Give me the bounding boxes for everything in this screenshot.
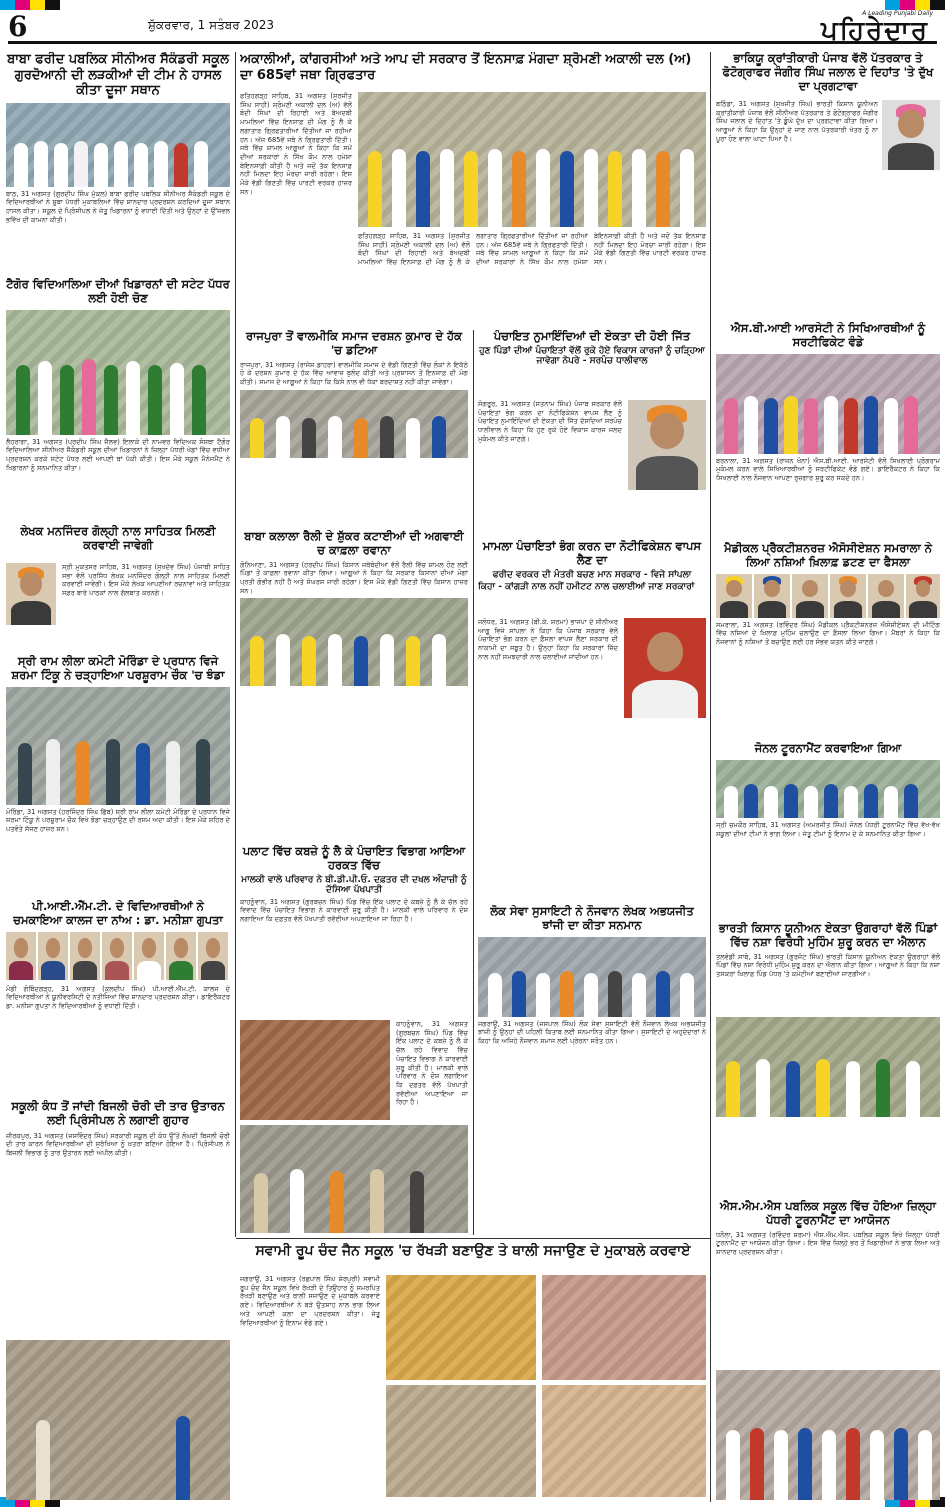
registration-marks-top-right xyxy=(885,0,945,10)
tournament-photo xyxy=(716,760,940,818)
story-body: ਜ਼ੀਰਕਪੁਰ, 31 ਅਗਸਤ (ਜਸਵਿੰਦਰ ਸਿੰਘ) ਸਰਕਾਰੀ ਸਕੂਲ ਦੀ ਕੰਧ ਉੱਤੋਂ ਲੰਘਦੀ ਬਿਜਲੀ ਚੋਰੀ ਦੀ ਤਾਰ ਕਾਰਨ ਵਿਦਿਆਰਥੀਆਂ ਦੀ ਸੁਰੱਖਿਆ ਨੂੰ ਖ਼ਤਰਾ ਬਣਿਆ ਹੋਇਆ ਹੈ। ਪ੍ਰਿੰਸੀਪਲ ਨੇ ਬਿਜਲੀ ਵਿਭਾਗ ਨੂੰ ਤਾਰ ਉਤਾਰਨ ਲਈ ਅਪੀਲ ਕੀਤੀ। xyxy=(6,1131,230,1157)
story-body: ਲੈਹਰਾਗਾ, 31 ਅਗਸਤ (ਪ੍ਰਦੀਪ ਸਿੰਘ ਜੈਲਵ) ਇਲਾਕੇ ਦੀ ਨਾਮਵਰ ਵਿਦਿਅਕ ਸੰਸਥਾ ਟੈਗੋਰ ਵਿਦਿਆਲਿਆ ਸੀਨੀਅਰ ਸੈਕੰਡਰੀ ਸਕੂਲ ਦੀਆਂ ਖਿਡਾਰਨਾਂ ਨੇ ਜ਼ਿਲ੍ਹਾ ਪੱਧਰੀ ਖੇਡਾਂ ਵਿੱਚ ਵਧੀਆ ਪ੍ਰਦਰਸ਼ਨ ਕਰਕੇ ਸਟੇਟ ਪੱਧਰ ਲਈ ਆਪਣੀ ਥਾਂ ਪੱਕੀ ਕੀਤੀ। ਇਸ ਮੌਕੇ ਸਕੂਲ ਮੈਨੇਜਮੈਂਟ ਨੇ ਖਿਡਾਰਨਾਂ ਨੂੰ ਸਨਮਾਨਿਤ ਕੀਤਾ। xyxy=(6,437,230,472)
girl-with-rakhi-photo xyxy=(542,1385,706,1497)
story-headline: ਭਾਕਿਯੂ ਕ੍ਰਾਂਤੀਕਾਰੀ ਪੰਜਾਬ ਵੱਲੋਂ ਪੱਤਰਕਾਰ ਤੇ ਫੋਟੋਗ੍ਰਾਫਰ ਜੰਗੀਰ ਸਿੰਘ ਜਲਾਲ ਦੇ ਦਿਹਾਂਤ 'ਤੇ ਦੁੱਖ ਦਾ ਪ੍ਰਗਟਾਵਾ xyxy=(722,52,934,93)
story-body-continued: ਕਾਹਨੂੰਵਾਨ, 31 ਅਗਸਤ (ਗੁਰਬਚਨ ਸਿੰਘ) ਪਿੰਡ ਵਿੱਚ ਇੱਕ ਪਲਾਟ ਦੇ ਕਬਜ਼ੇ ਨੂੰ ਲੈ ਕੇ ਚੱਲ ਰਹੇ ਵਿਵਾਦ ਵਿੱਚ ਪੰਚਾਇਤ ਵਿਭਾਗ ਨੇ ਕਾਰਵਾਈ ਸ਼ੁਰੂ ਕੀਤੀ ਹੈ। ਮਾਲਕੀ ਵਾਲੇ ਪਰਿਵਾਰ ਨੇ ਦੋਸ਼ ਲਗਾਇਆ ਕਿ ਦਫ਼ਤਰ ਵੱਲੋਂ ਪੱਖਪਾਤੀ ਰਵੱਈਆ ਅਪਣਾਇਆ ਜਾ ਰਿਹਾ ਹੈ। xyxy=(396,1020,468,1107)
story-headline: ਜੋਨਲ ਟੂਰਨਾਮੈਂਟ ਕਰਵਾਇਆ ਗਿਆ xyxy=(754,742,902,755)
story-body: ਮੋਰਿੰਡਾ, 31 ਅਗਸਤ (ਹਰਜਿੰਦਰ ਸਿੰਘ ਛਿੱਬ) ਸ੍ਰੀ ਰਾਮ ਲੀਲਾ ਕਮੇਟੀ ਮੋਰਿੰਡਾ ਦੇ ਪ੍ਰਧਾਨ ਵਿਜੇ ਸ਼ਰਮਾ ਟਿੰਕੂ ਨੇ ਪਰਸ਼ੂਰਾਮ ਚੌਕ ਵਿਖੇ ਝੰਡਾ ਚੜ੍ਹਾਉਣ ਦੀ ਰਸਮ ਅਦਾ ਕੀਤੀ। ਇਸ ਮੌਕੇ ਸ਼ਹਿਰ ਦੇ ਪਤਵੰਤੇ ਸੱਜਣ ਹਾਜ਼ਰ ਸਨ। xyxy=(6,807,230,833)
story-bkp xyxy=(716,52,940,322)
story-headline: ਟੈਗੋਰ ਵਿਦਿਆਲਿਆ ਦੀਆਂ ਖਿਡਾਰਨਾਂ ਦੀ ਸਟੇਟ ਪੱਧਰ ਲਈ ਹੋਈ ਚੋਣ xyxy=(6,278,230,305)
registration-marks-top-left xyxy=(0,0,60,10)
story-body: ਕਾਹਨੂੰਵਾਨ, 31 ਅਗਸਤ (ਗੁਰਬਚਨ ਸਿੰਘ) ਪਿੰਡ ਵਿੱਚ ਇੱਕ ਪਲਾਟ ਦੇ ਕਬਜ਼ੇ ਨੂੰ ਲੈ ਕੇ ਚੱਲ ਰਹੇ ਵਿਵਾਦ ਵਿੱਚ ਪੰਚਾਇਤ ਵਿਭਾਗ ਨੇ ਕਾਰਵਾਈ ਸ਼ੁਰੂ ਕੀਤੀ ਹੈ। ਮਾਲਕੀ ਵਾਲੇ ਪਰਿਵਾਰ ਨੇ ਦੋਸ਼ ਲਗਾਇਆ ਕਿ ਦਫ਼ਤਰ ਵੱਲੋਂ ਪੱਖਪਾਤੀ ਰਵੱਈਆ ਅਪਣਾਇਆ ਜਾ ਰਿਹਾ ਹੈ। xyxy=(240,897,468,923)
story-body: ਜਗਰਾਉਂ, 31 ਅਗਸਤ (ਜਸਪਾਲ ਸਿੰਘ) ਲੋਕ ਸੇਵਾ ਸੁਸਾਇਟੀ ਵੱਲੋਂ ਨੌਜਵਾਨ ਲੇਖਕ ਅਭਯਜੀਤ ਝਾਂਜੀ ਨੂੰ ਉਨ੍ਹਾਂ ਦੀ ਪਹਿਲੀ ਕਿਤਾਬ ਲਈ ਸਨਮਾਨਿਤ ਕੀਤਾ ਗਿਆ। ਸੁਸਾਇਟੀ ਦੇ ਅਹੁਦੇਦਾਰਾਂ ਨੇ ਕਿਹਾ ਕਿ ਅਜਿਹੇ ਨੌਜਵਾਨ ਸਮਾਜ ਲਈ ਪ੍ਰੇਰਨਾ ਸਰੋਤ ਹਨ। xyxy=(478,1019,706,1045)
story-body: ਰਾਜਪੁਰਾ, 31 ਅਗਸਤ (ਰਾਜੇਸ਼ ਡਾਹਰਾ) ਵਾਲਮੀਕਿ ਸਮਾਜ ਦੇ ਵੱਡੀ ਗਿਣਤੀ ਵਿੱਚ ਲੋਕਾਂ ਨੇ ਇਕੱਠੇ ਹੋ ਕੇ ਦਰਸ਼ਨ ਕੁਮਾਰ ਦੇ ਹੱਕ ਵਿੱਚ ਆਵਾਜ਼ ਬੁਲੰਦ ਕੀਤੀ ਅਤੇ ਪ੍ਰਸ਼ਾਸਨ ਤੋਂ ਇਨਸਾਫ਼ ਦੀ ਮੰਗ ਕੀਤੀ। ਸਮਾਜ ਦੇ ਆਗੂਆਂ ਨੇ ਕਿਹਾ ਕਿ ਕਿਸੇ ਨਾਲ ਵੀ ਧੱਕਾ ਬਰਦਾਸ਼ਤ ਨਹੀਂ ਕੀਤਾ ਜਾਵੇਗਾ। xyxy=(240,360,468,386)
story-body: ਗੋਨਿਆਣਾ, 31 ਅਗਸਤ (ਹਰਦੀਪ ਸਿੰਘ) ਕਿਸਾਨ ਜਥੇਬੰਦੀਆਂ ਵੱਲੋਂ ਰੈਲੀ ਵਿੱਚ ਸ਼ਾਮਲ ਹੋਣ ਲਈ ਪਿੰਡਾਂ ਤੋਂ ਕਾਫ਼ਲਾ ਰਵਾਨਾ ਕੀਤਾ ਗਿਆ। ਆਗੂਆਂ ਨੇ ਕਿਹਾ ਕਿ ਸਰਕਾਰ ਕਿਸਾਨਾਂ ਦੀਆਂ ਮੰਗਾਂ ਪ੍ਰਤੀ ਗੰਭੀਰ ਨਹੀਂ ਹੈ ਅਤੇ ਸੰਘਰਸ਼ ਜਾਰੀ ਰਹੇਗਾ। ਇਸ ਮੌਕੇ ਵੱਡੀ ਗਿਣਤੀ ਵਿੱਚ ਕਿਸਾਨ ਹਾਜ਼ਰ ਸਨ। xyxy=(240,560,468,595)
story-subheadline: ਹੁਣ ਪਿੰਡਾਂ ਦੀਆਂ ਪੰਚਾਇਤਾਂ ਵੱਲੋਂ ਰੁਕੇ ਹੋਏ ਵਿਕਾਸ ਕਾਰਜਾਂ ਨੂੰ ਚੜ੍ਹਿਆ ਜਾਵੇਗਾ ਨੇਪਰੇ - ਸਰਪੰਚ ਧਾਲੀਵਾਲ xyxy=(479,345,705,366)
story-headline: ਬਾਬਾ ਫਰੀਦ ਪਬਲਿਕ ਸੀਨੀਅਰ ਸੈਕੰਡਰੀ ਸਕੂਲ ਗੁਰਦੋਆਨੀ ਦੀ ਲੜਕੀਆਂ ਦੀ ਟੀਮ ਨੇ ਹਾਸਲ ਕੀਤਾ ਦੂਜਾ ਸਥਾਨ xyxy=(7,52,229,99)
column-rule xyxy=(710,52,711,1502)
story-panchayat-unity xyxy=(478,330,706,540)
story-body: ਫਤਿਹਗੜ੍ਹ ਸਾਹਿਬ, 31 ਅਗਸਤ (ਸੁਰਜੀਤ ਸਿੰਘ ਸਾਹੀ) ਸ਼੍ਰੋਮਣੀ ਅਕਾਲੀ ਦਲ (ਅ) ਵੱਲੋਂ ਬੰਦੀ ਸਿੰਘਾਂ ਦੀ ਰਿਹਾਈ ਅਤੇ ਬੇਅਦਬੀ ਮਾਮਲਿਆਂ ਵਿੱਚ ਇਨਸਾਫ਼ ਦੀ ਮੰਗ ਨੂੰ ਲੈ ਕੇ ਲਗਾਤਾਰ ਗ੍ਰਿਫਤਾਰੀਆਂ ਦਿੱਤੀਆਂ ਜਾ ਰਹੀਆਂ ਹਨ। ਅੱਜ 685ਵੇਂ ਜਥੇ ਨੇ ਗ੍ਰਿਫਤਾਰੀ ਦਿੱਤੀ। ਜਥੇ ਵਿੱਚ ਸ਼ਾਮਲ ਆਗੂਆਂ ਨੇ ਕਿਹਾ ਕਿ ਸਮੇਂ ਦੀਆਂ ਸਰਕਾਰਾਂ ਨੇ ਸਿੱਖ ਕੌਮ ਨਾਲ ਹਮੇਸ਼ਾ ਬੇਇਨਸਾਫ਼ੀ ਕੀਤੀ ਹੈ ਅਤੇ ਜਦੋਂ ਤੱਕ ਇਨਸਾਫ਼ ਨਹੀਂ ਮਿਲਦਾ ਇਹ ਮੋਰਚਾ ਜਾਰੀ ਰਹੇਗਾ। ਇਸ ਮੌਕੇ ਵੱਡੀ ਗਿਣਤੀ ਵਿੱਚ ਪਾਰਟੀ ਵਰਕਰ ਹਾਜ਼ਰ ਸਨ। xyxy=(240,92,352,196)
story-headline: ਅਕਾਲੀਆਂ, ਕਾਂਗਰਸੀਆਂ ਅਤੇ ਆਪ ਦੀ ਸਰਕਾਰ ਤੋਂ ਇਨਸਾਫ਼ ਮੰਗਦਾ ਸ਼੍ਰੋਮਣੀ ਅਕਾਲੀ ਦਲ (ਅ) ਦਾ 685ਵਾਂ ਜਥਾ ਗ੍ਰਿਫਤਾਰ xyxy=(240,52,692,83)
story-headline: ਭਾਰਤੀ ਕਿਸਾਨ ਯੂਨੀਅਨ ਏਕਤਾ ਉਗਰਾਹਾਂ ਵੱਲੋਂ ਪਿੰਡਾਂ ਵਿੱਚ ਨਸ਼ਾ ਵਿਰੋਧੀ ਮੁਹਿੰਮ ਸ਼ੁਰੂ ਕਰਨ ਦਾ ਐਲਾਨ xyxy=(718,922,938,949)
story-body: ਬਰਨਾਲਾ, 31 ਅਗਸਤ (ਰਾਜਨ ਖੰਨਾ) ਐਸ.ਬੀ.ਆਈ. ਆਰਸੇਟੀ ਵੱਲੋਂ ਸਿਖਲਾਈ ਪ੍ਰੋਗਰਾਮ ਮੁਕੰਮਲ ਕਰਨ ਵਾਲੇ ਸਿਖਿਆਰਥੀਆਂ ਨੂੰ ਸਰਟੀਫਿਕੇਟ ਵੰਡੇ ਗਏ। ਡਾਇਰੈਕਟਰ ਨੇ ਕਿਹਾ ਕਿ ਸਿਖਲਾਈ ਨਾਲ ਨੌਜਵਾਨ ਆਪਣਾ ਰੁਜ਼ਗਾਰ ਸ਼ੁਰੂ ਕਰ ਸਕਦੇ ਹਨ। xyxy=(716,456,940,482)
member-photo xyxy=(716,574,752,618)
story-headline: ਸਵਾਮੀ ਰੂਪ ਚੰਦ ਜੈਨ ਸਕੂਲ 'ਚ ਰੱਖੜੀ ਬਣਾਉਣ ਤੇ ਥਾਲੀ ਸਜਾਉਣ ਦੇ ਮੁਕਾਬਲੇ ਕਰਵਾਏ xyxy=(255,1243,691,1259)
rakhi-competition-photo xyxy=(386,1275,536,1380)
winners-podium-photo xyxy=(716,1370,940,1500)
story-body-continued: ਫਤਿਹਗੜ੍ਹ ਸਾਹਿਬ, 31 ਅਗਸਤ (ਸੁਰਜੀਤ ਸਿੰਘ ਸਾਹੀ) ਸ਼੍ਰੋਮਣੀ ਅਕਾਲੀ ਦਲ (ਅ) ਵੱਲੋਂ ਬੰਦੀ ਸਿੰਘਾਂ ਦੀ ਰਿਹਾਈ ਅਤੇ ਬੇਅਦਬੀ ਮਾਮਲਿਆਂ ਵਿੱਚ ਇਨਸਾਫ਼ ਦੀ ਮੰਗ ਨੂੰ ਲੈ ਕੇ ਲਗਾਤਾਰ ਗ੍ਰਿਫਤਾਰੀਆਂ ਦਿੱਤੀਆਂ ਜਾ ਰਹੀਆਂ ਹਨ। ਅੱਜ 685ਵੇਂ ਜਥੇ ਨੇ ਗ੍ਰਿਫਤਾਰੀ ਦਿੱਤੀ। ਜਥੇ ਵਿੱਚ ਸ਼ਾਮਲ ਆਗੂਆਂ ਨੇ ਕਿਹਾ ਕਿ ਸਮੇਂ ਦੀਆਂ ਸਰਕਾਰਾਂ ਨੇ ਸਿੱਖ ਕੌਮ ਨਾਲ ਹਮੇਸ਼ਾ ਬੇਇਨਸਾਫ਼ੀ ਕੀਤੀ ਹੈ ਅਤੇ ਜਦੋਂ ਤੱਕ ਇਨਸਾਫ਼ ਨਹੀਂ ਮਿਲਦਾ ਇਹ ਮੋਰਚਾ ਜਾਰੀ ਰਹੇਗਾ। ਇਸ ਮੌਕੇ ਵੱਡੀ ਗਿਣਤੀ ਵਿੱਚ ਪਾਰਟੀ ਵਰਕਰ ਹਾਜ਼ਰ ਸਨ। xyxy=(358,232,706,267)
story-headline: ਰਾਜਪੁਰਾ ਤੋਂ ਵਾਲਮੀਕਿ ਸਮਾਜ ਦਰਸ਼ਨ ਕੁਮਾਰ ਦੇ ਹੱਕ 'ਚ ਡਟਿਆ xyxy=(246,330,462,357)
student-photo xyxy=(134,932,164,980)
student-photo xyxy=(38,932,68,980)
student-photo xyxy=(198,932,228,980)
column-rule xyxy=(473,330,474,1235)
page-header xyxy=(8,10,937,44)
story-body: ਜਲੰਧਰ, 31 ਅਗਸਤ (ਬੀ.ਕੇ. ਸ਼ਰਮਾ) ਭਾਜਪਾ ਦੇ ਸੀਨੀਅਰ ਆਗੂ ਵਿਜੇ ਸਾਂਪਲਾ ਨੇ ਕਿਹਾ ਕਿ ਪੰਜਾਬ ਸਰਕਾਰ ਵੱਲੋਂ ਪੰਚਾਇਤਾਂ ਭੰਗ ਕਰਨ ਦਾ ਫ਼ੈਸਲਾ ਵਾਪਸ ਲੈਣਾ ਸਰਕਾਰ ਦੀ ਨਾਕਾਮੀ ਦਾ ਸਬੂਤ ਹੈ। ਉਨ੍ਹਾਂ ਕਿਹਾ ਕਿ ਸਰਕਾਰਾਂ ਜ਼ਿੱਦ ਨਾਲ ਨਹੀਂ ਸਮਝਦਾਰੀ ਨਾਲ ਚਲਾਈਆਂ ਜਾਂਦੀਆਂ ਹਨ। xyxy=(478,618,618,661)
story-baba-kalala xyxy=(240,530,468,770)
vijay-sampla-portrait xyxy=(624,618,706,718)
plot-bricks-photo xyxy=(240,1020,390,1120)
member-photo xyxy=(792,574,828,618)
story-headline: ਐਸ.ਬੀ.ਆਈ ਆਰਸੇਟੀ ਨੇ ਸਿਖਿਆਰਥੀਆਂ ਨੂੰ ਸਰਟੀਫਿਕੇਟ ਵੰਡੇ xyxy=(730,322,926,349)
farmers-meeting-photo xyxy=(716,1017,940,1117)
story-akali-dal xyxy=(240,52,706,327)
story-body: ਸਮਰਾਲਾ, 31 ਅਗਸਤ (ਰਵਿੰਦਰ ਸਿੰਘ) ਮੈਡੀਕਲ ਪ੍ਰੈਕਟੀਸ਼ਨਰਜ਼ ਐਸੋਸੀਏਸ਼ਨ ਦੀ ਮੀਟਿੰਗ ਵਿੱਚ ਨਸ਼ਿਆਂ ਦੇ ਖ਼ਿਲਾਫ਼ ਮੁਹਿੰਮ ਚਲਾਉਣ ਦਾ ਫ਼ੈਸਲਾ ਲਿਆ ਗਿਆ। ਮੈਂਬਰਾਂ ਨੇ ਕਿਹਾ ਕਿ ਨੌਜਵਾਨਾਂ ਨੂੰ ਨਸ਼ਿਆਂ ਤੋਂ ਬਚਾਉਣ ਲਈ ਹਰ ਸੰਭਵ ਯਤਨ ਕੀਤੇ ਜਾਣਗੇ। xyxy=(716,620,940,646)
story-ramleela xyxy=(6,655,230,905)
story-headline: ਸਕੂਲੀ ਕੰਧ ਤੋਂ ਜਾਂਦੀ ਬਿਜਲੀ ਚੋਰੀ ਦੀ ਤਾਰ ਉਤਾਰਨ ਲਈ ਪ੍ਰਿੰਸੀਪਲ ਨੇ ਲਗਾਈ ਗੁਹਾਰ xyxy=(11,1100,225,1127)
story-headline: ਬਾਬਾ ਕਲਾਲਾ ਰੈਲੀ ਦੇ ਸ਼ੁੱਕਰ ਕਟਾਈਆਂ ਦੀ ਅਗਵਾਈ ਚ ਕਾਫ਼ਲਾ ਰਵਾਨਾ xyxy=(244,530,464,557)
student-portraits xyxy=(6,932,230,982)
story-medical xyxy=(716,542,940,742)
story-sms-school xyxy=(716,1200,940,1500)
story-headline: ਮਾਮਲਾ ਪੰਚਾਇਤਾਂ ਭੰਗ ਕਰਨ ਦਾ ਨੋਟੀਫਿਕੇਸ਼ਨ ਵਾਪਸ ਲੈਣ ਦਾ xyxy=(482,540,702,567)
student-photo xyxy=(70,932,100,980)
story-body: ਤਲਵੰਡੀ ਸਾਬੋ, 31 ਅਗਸਤ (ਗੁਰਜੰਟ ਸਿੰਘ) ਭਾਰਤੀ ਕਿਸਾਨ ਯੂਨੀਅਨ ਏਕਤਾ ਉਗਰਾਹਾਂ ਵੱਲੋਂ ਪਿੰਡਾਂ ਵਿੱਚ ਨਸ਼ਾ ਵਿਰੋਧੀ ਮੁਹਿੰਮ ਸ਼ੁਰੂ ਕਰਨ ਦਾ ਐਲਾਨ ਕੀਤਾ ਗਿਆ। ਆਗੂਆਂ ਨੇ ਕਿਹਾ ਕਿ ਨਸ਼ਾ ਤਸਕਰਾਂ ਖ਼ਿਲਾਫ਼ ਪਿੰਡ ਪੱਧਰ 'ਤੇ ਕਮੇਟੀਆਂ ਬਣਾਈਆਂ ਜਾਣਗੀਆਂ। xyxy=(716,952,940,978)
issue-date: ਸ਼ੁੱਕਰਵਾਰ, 1 ਸਤੰਬਰ 2023 xyxy=(148,18,275,32)
story-pimt xyxy=(6,900,230,1115)
story-swami-roop-chand xyxy=(240,1243,706,1501)
member-photo xyxy=(906,574,940,618)
rally-photo xyxy=(240,598,468,686)
student-photo xyxy=(6,932,36,980)
story-body: ਬਠਿੰਡਾ, 31 ਅਗਸਤ (ਸੁਖਜੀਤ ਸਿੰਘ) ਭਾਰਤੀ ਕਿਸਾਨ ਯੂਨੀਅਨ ਕ੍ਰਾਂਤੀਕਾਰੀ ਪੰਜਾਬ ਵੱਲੋਂ ਸੀਨੀਅਰ ਪੱਤਰਕਾਰ ਤੇ ਫੋਟੋਗ੍ਰਾਫਰ ਜੰਗੀਰ ਸਿੰਘ ਜਲਾਲ ਦੇ ਦਿਹਾਂਤ 'ਤੇ ਡੂੰਘੇ ਦੁੱਖ ਦਾ ਪ੍ਰਗਟਾਵਾ ਕੀਤਾ ਗਿਆ। ਆਗੂਆਂ ਨੇ ਕਿਹਾ ਕਿ ਉਨ੍ਹਾਂ ਦੇ ਜਾਣ ਨਾਲ ਪੱਤਰਕਾਰੀ ਖੇਤਰ ਨੂੰ ਨਾ ਪੂਰਾ ਹੋਣ ਵਾਲਾ ਘਾਟਾ ਪਿਆ ਹੈ। xyxy=(716,100,878,143)
story-notification xyxy=(478,540,706,900)
student-thali-photo xyxy=(542,1275,706,1380)
flag-hoisting-photo xyxy=(6,687,230,805)
student-photo xyxy=(166,932,196,980)
story-body: ਜਗਰਾਉਂ, 31 ਅਗਸਤ (ਰਛਪਾਲ ਸਿੰਘ ਸ਼ੇਰਪੁਰੀ) ਸਵਾਮੀ ਰੂਪ ਚੰਦ ਜੈਨ ਸਕੂਲ ਵਿਖੇ ਰੱਖੜੀ ਦੇ ਤਿਉਹਾਰ ਨੂੰ ਸਮਰਪਿਤ ਰੱਖੜੀ ਬਣਾਉਣ ਅਤੇ ਥਾਲੀ ਸਜਾਉਣ ਦੇ ਮੁਕਾਬਲੇ ਕਰਵਾਏ ਗਏ। ਵਿਦਿਆਰਥੀਆਂ ਨੇ ਬੜੇ ਉਤਸ਼ਾਹ ਨਾਲ ਭਾਗ ਲਿਆ ਅਤੇ ਆਪਣੀ ਕਲਾ ਦਾ ਪ੍ਰਦਰਸ਼ਨ ਕੀਤਾ। ਜੇਤੂ ਵਿਦਿਆਰਥੀਆਂ ਨੂੰ ਇਨਾਮ ਵੰਡੇ ਗਏ। xyxy=(240,1275,380,1327)
story-body: ਸੰਗਰੂਰ, 31 ਅਗਸਤ (ਸਤਨਾਮ ਸਿੰਘ) ਪੰਜਾਬ ਸਰਕਾਰ ਵੱਲੋਂ ਪੰਚਾਇਤਾਂ ਭੰਗ ਕਰਨ ਦਾ ਨੋਟੀਫਿਕੇਸ਼ਨ ਵਾਪਸ ਲੈਣ ਨੂੰ ਪੰਚਾਇਤ ਨੁਮਾਇੰਦਿਆਂ ਦੀ ਏਕਤਾ ਦੀ ਜਿੱਤ ਦੱਸਦਿਆਂ ਸਰਪੰਚ ਧਾਲੀਵਾਲ ਨੇ ਕਿਹਾ ਕਿ ਹੁਣ ਰੁਕੇ ਹੋਏ ਵਿਕਾਸ ਕਾਰਜ ਜਲਦ ਮੁਕੰਮਲ ਕੀਤੇ ਜਾਣਗੇ। xyxy=(478,400,622,443)
story-headline: ਲੋਕ ਸੇਵਾ ਸੁਸਾਇਟੀ ਨੇ ਨੌਜਵਾਨ ਲੇਖਕ ਅਭਯਜੀਤ ਝਾਂਜੀ ਦਾ ਕੀਤਾ ਸਨਮਾਨ xyxy=(490,905,694,932)
story-bku-ugrahan xyxy=(716,922,940,1202)
story-sbi-rseti xyxy=(716,322,940,542)
story-body: ਧਨੌਲਾ, 31 ਅਗਸਤ (ਰਵਿੰਦਰ ਸ਼ਰਮਾ) ਐਸ.ਐਮ.ਐਸ. ਪਬਲਿਕ ਸਕੂਲ ਵਿਖੇ ਜ਼ਿਲ੍ਹਾ ਪੱਧਰੀ ਟੂਰਨਾਮੈਂਟ ਦਾ ਆਯੋਜਨ ਕੀਤਾ ਗਿਆ। ਇਸ ਵਿੱਚ ਜ਼ਿਲ੍ਹੇ ਭਰ ਤੋਂ ਖਿਡਾਰੀਆਂ ਨੇ ਭਾਗ ਲਿਆ ਅਤੇ ਸ਼ਾਨਦਾਰ ਪ੍ਰਦਰਸ਼ਨ ਕੀਤਾ। xyxy=(716,1230,940,1256)
protest-photo xyxy=(240,390,468,458)
story-headline: ਲੇਖਕ ਮਨਜਿੰਦਰ ਗੋਲ੍ਹੀ ਨਾਲ ਸਾਹਿਤਕ ਮਿਲਣੀ ਕਰਵਾਈ ਜਾਵੇਗੀ xyxy=(20,525,216,552)
story-headline: ਪੀ.ਆਈ.ਐੱਮ.ਟੀ. ਦੇ ਵਿਦਿਆਰਥੀਆਂ ਨੇ ਚਮਕਾਇਆ ਕਾਲਜ ਦਾ ਨਾਂਅ : ਡਾ. ਮਨੀਸ਼ਾ ਗੁਪਤਾ xyxy=(13,900,223,927)
story-headline: ਸ੍ਰੀ ਰਾਮ ਲੀਲਾ ਕਮੇਟੀ ਮੋਰਿੰਡਾ ਦੇ ਪ੍ਰਧਾਨ ਵਿਜੇ ਸ਼ਰਮਾ ਟਿੰਕੂ ਨੇ ਚੜ੍ਹਾਇਆ ਪਰਸ਼ੂਰਾਮ ਚੌਕ 'ਚ ਝੰਡਾ xyxy=(11,655,225,682)
column-rule xyxy=(235,52,236,1237)
certificate-photo xyxy=(716,354,940,454)
players-photo xyxy=(6,310,230,435)
story-body: ਬਾਠ, 31 ਅਗਸਤ (ਗੁਰਦੀਪ ਸਿੰਘ ਮੁੱਕਲ) ਬਾਬਾ ਫਰੀਦ ਪਬਲਿਕ ਸੀਨੀਅਰ ਸੈਕੰਡਰੀ ਸਕੂਲ ਦੇ ਵਿਦਿਆਰਥੀਆਂ ਨੇ ਸੂਬਾ ਪੱਧਰੀ ਮੁਕਾਬਲਿਆਂ ਵਿੱਚ ਸ਼ਾਨਦਾਰ ਪ੍ਰਦਰਸ਼ਨ ਕਰਦਿਆਂ ਦੂਜਾ ਸਥਾਨ ਹਾਸਲ ਕੀਤਾ। ਸਕੂਲ ਦੇ ਪ੍ਰਿੰਸੀਪਲ ਨੇ ਜੇਤੂ ਖਿਡਾਰਨਾਂ ਨੂੰ ਵਧਾਈ ਦਿੱਤੀ ਅਤੇ ਉਨ੍ਹਾਂ ਦੇ ਉੱਜਵਲ ਭਵਿੱਖ ਦੀ ਕਾਮਨਾ ਕੀਤੀ। xyxy=(6,189,230,224)
newspaper-masthead: ਪਹਿਰੇਦਾਰ xyxy=(821,16,929,46)
officials-photo xyxy=(240,1125,468,1233)
story-headline: ਪਲਾਟ ਵਿੱਚ ਕਬਜ਼ੇ ਨੂੰ ਲੈ ਕੇ ਪੰਚਾਇਤ ਵਿਭਾਗ ਆਇਆ ਹਰਕਤ ਵਿੱਚ xyxy=(242,845,466,872)
story-body: ਸ੍ਰੀ ਮੁਕਤਸਰ ਸਾਹਿਬ, 31 ਅਗਸਤ (ਸੁਖਦੇਵ ਸਿੰਘ) ਪੰਜਾਬੀ ਸਾਹਿਤ ਸਭਾ ਵੱਲੋਂ ਪ੍ਰਸਿੱਧ ਲੇਖਕ ਮਨਜਿੰਦਰ ਗੋਲ੍ਹੀ ਨਾਲ ਸਾਹਿਤਕ ਮਿਲਣੀ ਕਰਵਾਈ ਜਾਵੇਗੀ। ਇਸ ਮੌਕੇ ਲੇਖਕ ਆਪਣੀਆਂ ਰਚਨਾਵਾਂ ਅਤੇ ਸਾਹਿਤਕ ਸਫ਼ਰ ਬਾਰੇ ਪਾਠਕਾਂ ਨਾਲ ਗੱਲਬਾਤ ਕਰਨਗੇ। xyxy=(62,563,230,598)
story-plot xyxy=(240,845,468,1235)
story-headline: ਐਸ.ਐਮ.ਐਸ ਪਬਲਿਕ ਸਕੂਲ ਵਿੱਚ ਹੋਇਆ ਜ਼ਿਲ੍ਹਾ ਪੱਧਰੀ ਟੂਰਨਾਮੈਂਟ ਦਾ ਆਯੋਜਨ xyxy=(720,1200,936,1227)
member-photo xyxy=(868,574,904,618)
story-rajpura xyxy=(240,330,468,520)
story-subheadline: ਮਾਲਕੀ ਵਾਲੇ ਪਰਿਵਾਰ ਨੇ ਬੀ.ਡੀ.ਪੀ.ਓ. ਦਫ਼ਤਰ ਦੀ ਦਖਲ ਅੰਦਾਜ਼ੀ ਨੂੰ ਦੱਸਿਆ ਪੱਖਪਾਤੀ xyxy=(241,874,467,895)
section-rule xyxy=(236,1238,710,1239)
team-photo xyxy=(6,103,230,187)
member-portraits xyxy=(716,574,940,618)
author-portrait xyxy=(6,563,56,625)
story-subheadline: ਫਰੀਦ ਵਰਕਰ ਦੀ ਮੰਤਰੀ ਬਚਣ ਮਾਨ ਸਰਕਾਰ - ਵਿਜੇ ਸਾਂਪਲਾ xyxy=(492,569,692,580)
story-lok-sewa xyxy=(478,905,706,1235)
student-photo xyxy=(102,932,132,980)
story-headline: ਮੈਡੀਕਲ ਪ੍ਰੈਕਟੀਸ਼ਨਰਜ਼ ਐਸੋਸੀਏਸ਼ਨ ਸਮਰਾਲਾ ਨੇ ਲਿਆ ਨਸ਼ਿਆਂ ਖ਼ਿਲਾਫ਼ ਡਟਣ ਦਾ ਫੈਸਲਾ xyxy=(724,542,932,569)
students-crafts-photo xyxy=(386,1385,536,1497)
sarpanch-portrait xyxy=(628,400,706,490)
jangir-singh-portrait xyxy=(882,100,940,170)
story-body: ਸ੍ਰੀ ਚਮਕੌਰ ਸਾਹਿਬ, 31 ਅਗਸਤ (ਅਮਰਜੀਤ ਸਿੰਘ) ਜੋਨਲ ਪੱਧਰੀ ਟੂਰਨਾਮੈਂਟ ਵਿੱਚ ਵੱਖ-ਵੱਖ ਸਕੂਲਾਂ ਦੀਆਂ ਟੀਮਾਂ ਨੇ ਭਾਗ ਲਿਆ। ਜੇਤੂ ਟੀਮਾਂ ਨੂੰ ਇਨਾਮ ਦੇ ਕੇ ਸਨਮਾਨਿਤ ਕੀਤਾ ਗਿਆ। xyxy=(716,820,940,838)
story-goli xyxy=(6,525,230,655)
story-body: ਮੰਡੀ ਗੋਬਿੰਦਗੜ੍ਹ, 31 ਅਗਸਤ (ਕੁਲਦੀਪ ਸਿੰਘ) ਪੀ.ਆਈ.ਐੱਮ.ਟੀ. ਕਾਲਜ ਦੇ ਵਿਦਿਆਰਥੀਆਂ ਨੇ ਯੂਨੀਵਰਸਿਟੀ ਦੇ ਨਤੀਜਿਆਂ ਵਿੱਚ ਸ਼ਾਨਦਾਰ ਪ੍ਰਦਰਸ਼ਨ ਕੀਤਾ। ਡਾਇਰੈਕਟਰ ਡਾ. ਮਨੀਸ਼ਾ ਗੁਪਤਾ ਨੇ ਵਿਦਿਆਰਥੀਆਂ ਨੂੰ ਵਧਾਈ ਦਿੱਤੀ। xyxy=(6,984,230,1010)
group-arrest-photo xyxy=(358,92,706,227)
story-zonal xyxy=(716,742,940,922)
story-subheadline-2: ਕਿਹਾ - ਕਾਂਗੜੀ ਨਾਲ ਨਹੀਂ ਹਮੀਟਟ ਨਾਲ ਚਲਾਈਆਂ ਜਾਣ ਸਰਕਾਰਾਂ xyxy=(478,581,695,592)
page-number: 6 xyxy=(8,10,28,43)
school-wall-photo xyxy=(6,1340,230,1500)
tagline: A Leading Punjabi Daily xyxy=(862,10,933,17)
story-tagore xyxy=(6,278,230,550)
story-baba-farid xyxy=(6,52,230,277)
story-headline: ਪੰਚਾਇਤ ਨੁਮਾਇੰਦਿਆਂ ਦੀ ਏਕਤਾ ਦੀ ਹੋਈ ਜਿੱਤ xyxy=(493,330,691,343)
member-photo xyxy=(830,574,866,618)
honour-ceremony-photo xyxy=(478,937,706,1017)
story-bijli xyxy=(6,1100,230,1500)
member-photo xyxy=(754,574,790,618)
